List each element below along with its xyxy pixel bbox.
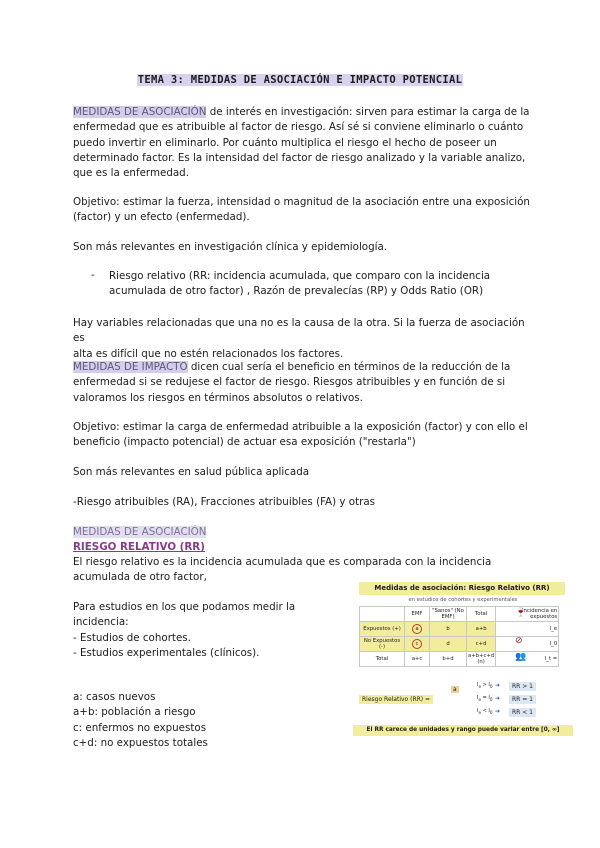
arrow-icon: ➜ [495,682,501,689]
paragraph-asociacion: MEDIDAS DE ASOCIACIÓN de interés en investigación: sirven para estimar la carga de la enfermedad que es atribuible al factor de riesgo. Así sé si conviene eliminarlo o cuánto puedo invertir en eliminarlo. Por cuánto multiplica el riesgo el hecho de poseer un determinado factor. Es la intensidad del factor de riesgo analizado y la variable analizo, que es la enfermedad. [73,106,530,180]
paragraph-relevancia-1: Son más relevantes en investigación clínica y epidemiología. [73,241,388,253]
infographic-footer: El RR carece de unidades y rango puede variar entre [0, ∞] [353,725,573,736]
rr-formula: Riesgo Relativo (RR) = a $I_e > I_0$ $I_e = I_0$ $I_e < I_0$ RR > 1 RR = 1 RR < 1 ➜ ➜ ➜ [359,682,569,722]
legend-item: a: casos nuevos [73,691,156,703]
paragraph-impacto: MEDIDAS DE IMPACTO dicen cual sería el beneficio en términos de la reducción de la enfermedad si se redujese el factor de riesgo. Riesgos atribuibles y en función de si valoramos los riesgos en términos absolutos o relativos. [73,361,511,404]
infographic-header: Medidas de asociación: Riesgo Relativo (RR) [359,582,565,595]
paragraph-objetivo-2: Objetivo: estimar la carga de enfermedad atribuible a la exposición (factor) y con ello el beneficio (impacto potencial) de actuar esa exposición ("restarla") [73,421,528,449]
legend-item: c+d: no expuestos totales [73,736,208,749]
no-drink-icon: ⊘ [515,636,523,646]
arrow-icon: ➜ [495,708,501,715]
legend-item: a+b: población a riesgo [73,706,196,719]
rr-result-equal: RR = 1 [509,695,536,704]
rr-formula-label: Riesgo Relativo (RR) = [359,695,433,704]
rr-infographic [353,578,573,740]
highlight-medidas-impacto: MEDIDAS DE IMPACTO [73,361,188,373]
legend-item: c: enfermos no expuestos [73,721,207,734]
section-title: RIESGO RELATIVO (RR) [73,541,205,553]
paragraph-objetivo-1: Objetivo: estimar la fuerza, intensidad o magnitud de la asociación entre una exposición (factor) y un efecto (enfermedad). [73,196,530,224]
paragraph-estudios: Para estudios en los que podamos medir la incidencia: - Estudios de cohortes. - Estudios experimentales (clínicos). [73,601,296,659]
highlight-medidas-asociacion: MEDIDAS DE ASOCIACIÓN [73,106,207,118]
paragraph-variables: Hay variables relacionadas que una no es la causa de la otra. Si la fuerza de asociación es alta es difícil que no estén relacionados los factores. [73,317,525,360]
section-label: MEDIDAS DE ASOCIACIÓN [73,526,207,538]
arrow-icon: ➜ [495,695,501,702]
page-title: TEMA 3: MEDIDAS DE ASOCIACIÓN E IMPACTO POTENCIAL [137,74,463,86]
people-icon: 👥 [515,652,527,662]
contingency-table: EMF "Sanos" (No EMF) Total Incidencia en expuestos Expuestos (+) a b a+b I_e No Expuestos (-) c d c+d I_0 Total a+c b+d a+b+c+d (n) I_t = [359,606,559,667]
rr-result-greater: RR > 1 [509,682,536,691]
bullet-mark: - [91,269,95,281]
paragraph-riesgos-atribuibles: -Riesgo atribuibles (RA), Fracciones atribuibles (FA) y otras [73,496,376,508]
rr-result-less: RR < 1 [509,708,536,717]
wine-glass-icon: 🍷 [515,608,527,618]
paragraph-relevancia-2: Son más relevantes en salud pública aplicada [73,466,310,478]
paragraph-definicion-rr: El riesgo relativo es la incidencia acumulada que es comparada con la incidencia acumulada de otro factor, [73,556,492,584]
infographic-subtitle: en estudios de cohortes y experimentales [408,597,518,603]
legend-list [73,690,333,751]
bullet-medidas: Riesgo relativo (RR: incidencia acumulada, que comparo con la incidencia acumulada de otro factor) , Razón de prevalecías (RP) y Odds Ratio (OR) [109,270,491,298]
